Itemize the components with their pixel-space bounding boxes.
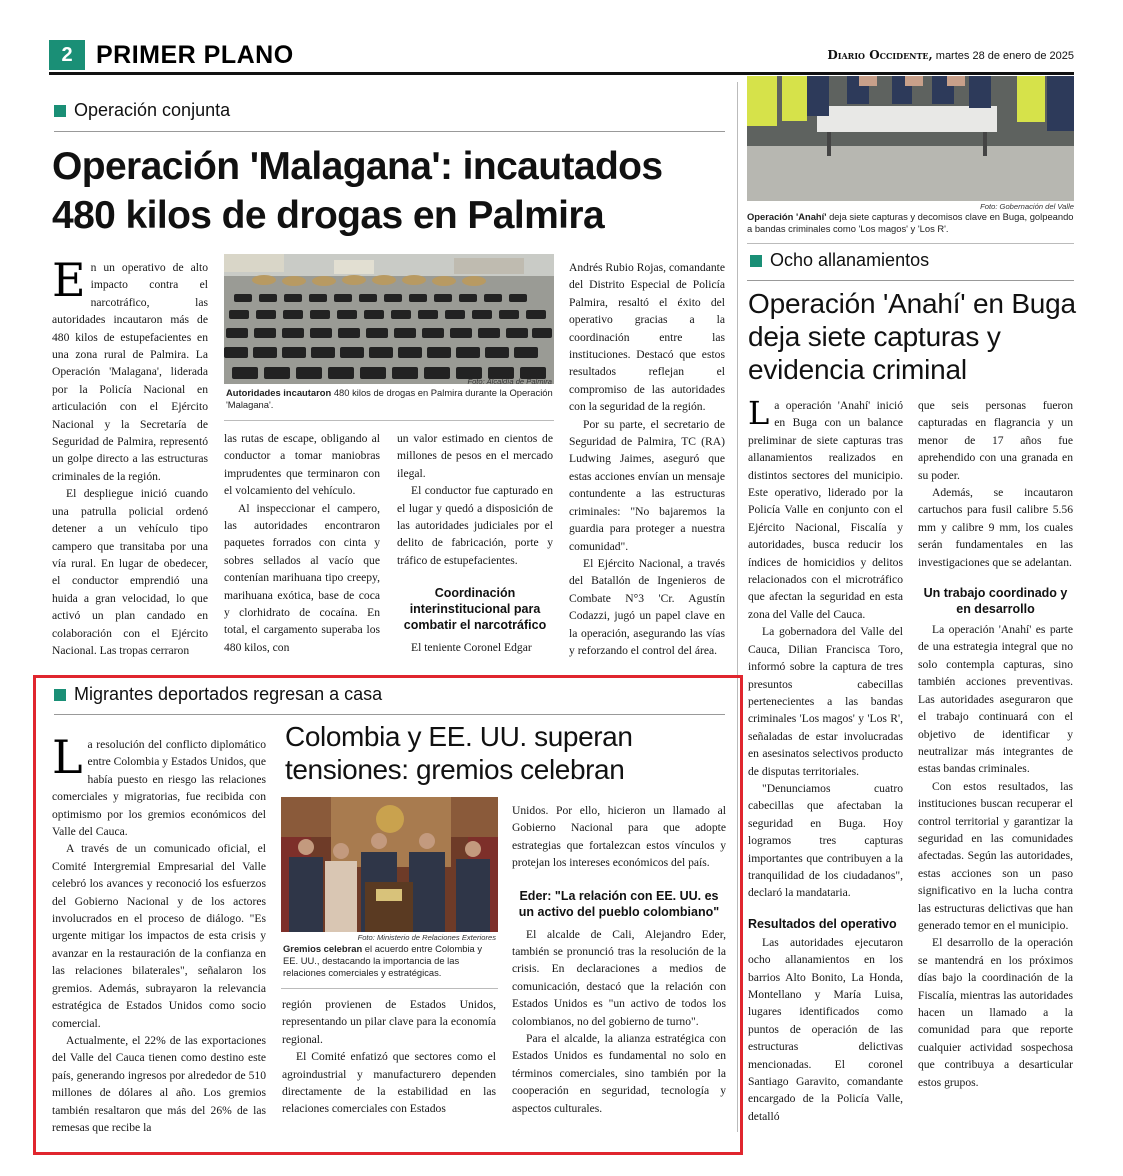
paragraph: El alcalde de Cali, Alejandro Eder, también se pronunció tras la resolución de la crisis. En declaraciones a medios de comunicación, destacó que la relación con Estados Unidos es "un activo de todos los colombianos, no del gobierno de turno".	[512, 927, 726, 1028]
bottom-col-3	[512, 802, 726, 1117]
paragraph: región provienen de Estados Unidos, representando un pilar clave para la economía regional.	[282, 998, 496, 1046]
main-col-2	[224, 430, 380, 656]
bottom-col-2	[282, 996, 496, 1118]
caption-rule	[747, 243, 1074, 244]
bottom-col-1	[52, 730, 266, 1136]
paragraph: a resolución del conflicto diplomático entre Colombia y Estados Unidos, que había puesto en riesgo las relaciones comerciales y migratorias, fue recibida con optimismo por los gremios económicos del Valle del Cauca.	[52, 738, 266, 839]
paragraph: Además, se incautaron cartuchos para fusil calibre 5.56 mm y calibre 9 mm, los cuales serán fundamentales en las investigaciones que se adelantan.	[918, 486, 1073, 569]
main-subhead: Coordinación interinstitucional para combatir el narcotráfico	[403, 586, 547, 633]
headline-line-2: 480 kilos de drogas en Palmira	[52, 194, 605, 237]
paragraph: Con estos resultados, las instituciones buscan recuperar el control territorial y garantizar la seguridad en las comunidades afectadas. Según las autoridades, estas acciones son un paso significativo en la lucha contra las estructuras delictivas que han generado temor en el municipio.	[918, 779, 1073, 932]
paragraph: A través de un comunicado oficial, el Comité Intergremial Empresarial del Valle celebró los avances y reconoció los esfuerzos del Gobierno Nacional y de los actores involucrados en el proceso de diálogo. "Es urgente mitigar los impactos de esta crisis y avanzar en la restauración de la confianza en las relaciones bilaterales", señalaron los gremios. Además, subrayaron la relevancia estratégica de Estados Unidos como socio comercial.	[52, 842, 266, 1030]
kicker-square-icon	[750, 255, 762, 267]
paragraph: El conductor fue capturado en el lugar y quedó a disposición de las autoridades judiciales por el delito de fabricación, porte y tráfico de estupefacientes.	[397, 484, 553, 567]
caption-text: deja siete capturas y decomisos clave en Buga, golpeando a bandas criminales como 'Los magos' y 'Los R'.	[747, 211, 1074, 234]
paragraph: El teniente Coronel Edgar	[411, 641, 532, 655]
paper-name: Diario Occidente,	[827, 48, 933, 62]
caption-text: 480 kilos de drogas en Palmira durante la Operación 'Malagana'.	[226, 387, 553, 410]
paragraph: La operación 'Anahí' es parte de una estrategia integral que no solo contempla capturas, sino también acciones preventivas. Las autoridades aseguraron que el trabajo continuará con el objetivo de identificar y neutralizar más integrantes de estas bandas criminales.	[918, 623, 1073, 776]
caption-text: el acuerdo entre Colombia y EE. UU., destacando la importancia de las relaciones comerciales y estratégicas.	[283, 943, 483, 978]
dropcap: L	[52, 730, 83, 784]
kicker-square-icon	[54, 105, 66, 117]
photo-credit: Foto: Gobernación del Valle	[980, 202, 1074, 211]
masthead-date	[827, 48, 1074, 62]
page-header	[49, 38, 1074, 74]
photo-caption	[283, 943, 497, 979]
paragraph: Para el alcalde, la alianza estratégica con Estados Unidos es fundamental no solo en términos comerciales, sino también por la cooperación en seguridad, tecnología y aspectos culturales.	[512, 1032, 726, 1115]
paragraph: El despliegue inició cuando una patrulla policial ordenó detener a un vehículo tipo campero que transitaba por una vía rural. En lugar de obedecer, el conductor emprendió una huida a gran velocidad, lo que activó un plan candado en colaboración con el Ejército Nacional. Las tropas cerraron	[52, 487, 208, 657]
kicker-label: Operación conjunta	[74, 100, 231, 120]
main-col-3	[397, 430, 553, 657]
photo-caption	[747, 211, 1074, 235]
paragraph: El Ejército Nacional, a través del Batallón de Ingenieros de Combate N°3 'Cr. Agustín Codazzi, jugó un papel clave en la operación, asegurando las vías y reforzando el control del área.	[569, 556, 725, 657]
paragraph: Las autoridades ejecutaron ocho allanamientos en los barrios Alto Bonito, La Honda, Montellano y María Luisa, lugares identificados como puntos de operación de las estructuras delictivas mencionadas. El coronel Santiago Garavito, comandante encargado de la Policía Valle, detalló	[748, 935, 903, 1123]
paragraph: a operación 'Anahí' inició en Buga con un balance preliminar de siete capturas tras allanamientos realizados en distintos sectores del municipio. Este operativo, liderado por la Policía Valle en conjunto con el Ejército Nacional, Fiscalía y autoridades, busca reducir los índices de homicidios y delitos relacionados con el microtráfico que afectan la seguridad en esta zona del Valle del Cauca.	[748, 399, 903, 621]
right-headline: Operación 'Anahí' en Buga deja siete capturas y evidencia criminal	[748, 288, 1076, 385]
headline-line-2: tensiones: gremios celebran	[285, 754, 625, 785]
header-rule	[49, 72, 1074, 75]
caption-rule	[281, 988, 498, 989]
dropcap: L	[748, 394, 770, 432]
main-col-1	[52, 253, 208, 659]
caption-bold: Operación 'Anahí'	[747, 211, 827, 222]
paragraph: Por su parte, el secretario de Seguridad de Palmira, TC (RA) Ludwing Jaimes, aseguró que estas acciones envían un mensaje contundente a las estructuras criminales: "No bajaremos la guardia para proteger a nuestra comunidad".	[569, 417, 725, 553]
dropcap: E	[52, 253, 86, 307]
right-kicker	[750, 250, 929, 271]
meeting-photo	[281, 797, 498, 932]
caption-bold: Gremios celebran	[283, 943, 363, 954]
bottom-subhead: Eder: "La relación con EE. UU. es un activo del pueblo colombiano"	[518, 888, 720, 919]
photo-credit: Foto: Ministerio de Relaciones Exteriores	[357, 933, 496, 942]
kicker-label: Ocho allanamientos	[770, 250, 930, 270]
paragraph: Actualmente, el 22% de las exportaciones del Valle del Cauca tienen como destino este país, generando ingresos por alrededor de 510 millones de dólares al año. Los gremios también resaltaron que más del 26% de las remesas que recibe la	[52, 1033, 266, 1134]
headline-line-1: Colombia y EE. UU. superan	[285, 721, 633, 752]
kicker-rule	[54, 131, 725, 132]
paragraph: La gobernadora del Valle del Cauca, Dilian Francisca Toro, informó sobre la captura de tres presuntos cabecillas pertenecientes a las bandas criminales 'Los magos' y 'Los R', señaladas de estar involucradas en asesinatos selectivos producto de disputas territoriales.	[748, 625, 903, 778]
main-kicker	[54, 100, 230, 121]
arrest-photo	[747, 76, 1074, 201]
paragraph: Andrés Rubio Rojas, comandante del Distrito Especial de Policía Palmira, resaltó el éxito del operativo gracias a la coordinación entre las instituciones. Destacó que estos resultados reflejan el compromiso de las autoridades con la seguridad de la región.	[569, 261, 725, 414]
photo-caption	[226, 387, 554, 411]
kicker-rule	[54, 714, 725, 715]
paragraph: El desarrollo de la operación se mantendrá en los próximos días bajo la coordinación de la Fiscalía, mientras las autoridades hacen un llamado a la comunidad para que reporte cualquier actividad sospechosa que contribuya a desarticular estos grupos.	[918, 936, 1073, 1089]
issue-date: martes 28 de enero de 2025	[935, 50, 1074, 62]
drug-seizure-photo	[224, 254, 554, 384]
main-headline	[52, 142, 742, 240]
caption-rule	[224, 420, 554, 421]
paragraph: Al inspeccionar el campero, las autoridades encontraron paquetes forrados con cinta y sobres sellados al vacío que contenían marihuana tipo creepy, marihuana exótica, base de coca y clorhidrato de cocaína. En total, el cargamento superaba los 480 kilos, con	[224, 501, 380, 654]
paragraph: n un operativo de alto impacto contra el narcotráfico, las autoridades incautaron más de 480 kilos de estupefacientes en una zona rural de Palmira. La Operación 'Malagana', liderada por la Policía Nacional en articulación con el Ejército Nacional y la Secretaría de Seguridad de Palmira, representó un golpe directo a las estructuras criminales de la región.	[52, 261, 208, 483]
paragraph: El Comité enfatizó que sectores como el agroindustrial y manufacturero dependen directamente de la estabilidad en las relaciones comerciales con Estados	[282, 1050, 496, 1116]
caption-bold: Autoridades incautaron	[226, 387, 332, 398]
page-number-badge: 2	[49, 40, 85, 70]
right-subhead-1: Resultados del operativo	[748, 916, 897, 931]
main-col-4	[569, 259, 725, 659]
paragraph: las rutas de escape, obligando al conductor a tomar maniobras imprudentes que terminaron con el volcamiento del vehículo.	[224, 432, 380, 498]
paragraph: "Denunciamos cuatro cabecillas que afectaban la seguridad en Buga. Hoy logramos tres capturas importantes que contribuyen a la tranquilidad de los ciudadanos", declaró la mandataria.	[748, 781, 903, 900]
paragraph: Unidos. Por ello, hicieron un llamado al Gobierno Nacional para que adopte estrategias que fortalezcan estos vínculos y protejan los intereses económicos del país.	[512, 804, 726, 870]
bottom-kicker	[54, 684, 382, 705]
headline-line-1: Operación 'Malagana': incautados	[52, 145, 663, 188]
right-subhead-2: Un trabajo coordinado y en desarrollo	[923, 586, 1068, 617]
kicker-rule	[747, 280, 1074, 281]
section-title: PRIMER PLANO	[96, 41, 294, 69]
paragraph: que seis personas fueron capturadas en flagrancia y un menor de 17 años fue aprehendido con una granada en su poder.	[918, 399, 1073, 482]
kicker-label: Migrantes deportados regresan a casa	[74, 684, 383, 704]
photo-credit: Foto: Alcaldía de Palmira	[467, 377, 552, 386]
kicker-square-icon	[54, 689, 66, 701]
paragraph: un valor estimado en cientos de millones de pesos en el mercado ilegal.	[397, 432, 553, 480]
right-col-1	[748, 394, 903, 1125]
right-col-2	[918, 397, 1073, 1091]
